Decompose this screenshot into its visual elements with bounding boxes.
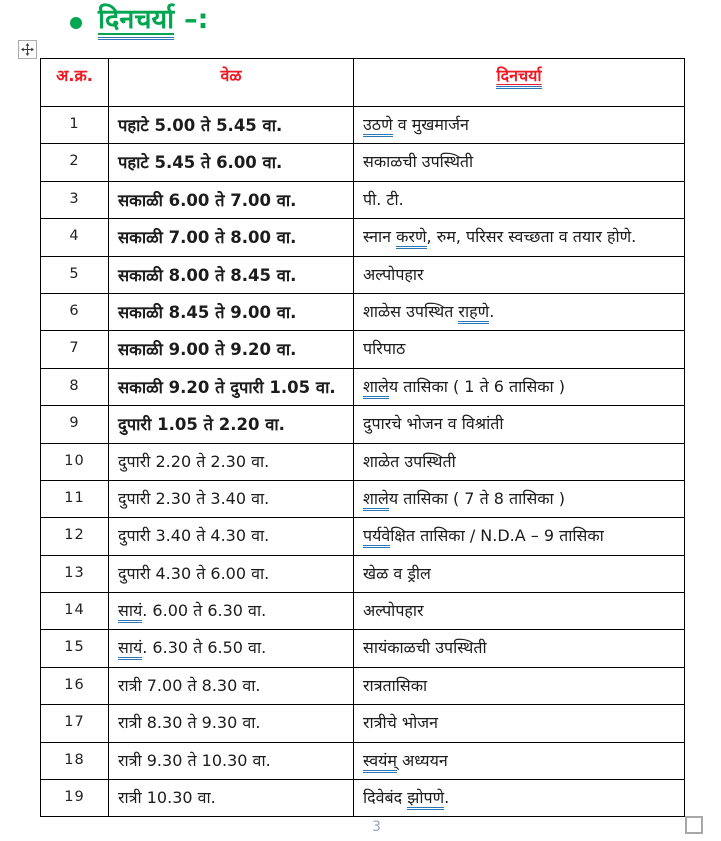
cell-text: पी. टी. [363,189,404,209]
time-cell [109,219,354,256]
spellcheck-underlined-text: उठणे [363,115,393,137]
spellcheck-underlined-text: राहणे [458,302,489,324]
serial-number-cell: 10 [41,443,109,480]
page-title [98,4,208,36]
header-serial-number-label: अ.क्र. [56,66,93,85]
schedule-row [41,780,685,817]
spellcheck-underlined-text: शाले [363,489,389,511]
activity-cell [354,742,685,779]
schedule-row [41,219,685,256]
cell-text: सायंकाळची उपस्थिती [363,638,487,658]
spellcheck-underlined-text: पर्यवे [363,526,390,548]
page-title-suffix: –: [184,4,209,35]
cell-text: दुपारी 4.30 ते 6.00 वा. [118,563,270,583]
time-cell [109,518,354,555]
schedule-row [41,181,685,218]
time-cell [109,742,354,779]
time-cell [109,331,354,368]
cell-text: य तासिका ( 7 ते 8 तासिका ) [388,488,566,508]
cell-text: , रुम, परिसर स्वच्छता व तयार होणे. [426,227,637,247]
serial-number-cell: 9 [41,406,109,443]
cell-text: . [489,301,495,321]
spellcheck-underlined-text: करणे [396,227,426,249]
cell-text: सकाळी 8.00 ते 8.45 वा. [118,265,297,285]
cell-text: रात्रतासिका [363,675,428,695]
schedule-row [41,742,685,779]
schedule-row [41,256,685,293]
cell-text: परिपाठ [363,339,406,359]
document-title [70,4,208,36]
header-routine-label: दिनचर्या [496,66,541,89]
time-cell [109,368,354,405]
serial-number-cell: 19 [41,780,109,817]
cell-text: दुपारी 1.05 ते 2.20 वा. [118,415,285,435]
daily-schedule-table [40,58,685,817]
serial-number-cell: 15 [41,630,109,667]
cell-text: दुपारी 2.20 ते 2.30 वा. [118,451,270,471]
header-serial-number [41,59,109,107]
time-cell [109,256,354,293]
bullet-icon [70,17,82,29]
cell-text: शाळेस उपस्थित [363,301,459,321]
header-row [41,59,685,107]
serial-number-cell: 14 [41,593,109,630]
cell-text: अल्पोपहार [363,601,424,621]
schedule-row [41,144,685,181]
schedule-row [41,293,685,330]
schedule-row [41,593,685,630]
header-routine [354,59,685,107]
serial-number-cell: 12 [41,518,109,555]
activity-cell [354,518,685,555]
cell-text: दिवेबंद [363,788,408,808]
activity-cell [354,293,685,330]
activity-cell [354,368,685,405]
cell-text: अल्पोपहार [363,264,424,284]
serial-number-cell: 1 [41,107,109,144]
schedule-row [41,518,685,555]
serial-number-cell: 17 [41,705,109,742]
page-title-word: दिनचर्या [98,4,174,40]
time-cell [109,107,354,144]
table-resize-handle[interactable] [685,816,703,834]
time-cell [109,181,354,218]
schedule-row [41,480,685,517]
serial-number-cell: 4 [41,219,109,256]
cell-text: स्नान [363,227,397,247]
activity-cell [354,219,685,256]
cell-text: रात्री 10.30 वा. [118,788,216,808]
cell-text: रात्रीचे भोजन [363,713,439,733]
time-cell [109,406,354,443]
cell-text: दुपारचे भोजन व विश्रांती [363,414,504,434]
time-cell [109,630,354,667]
move-cross-arrows-icon [21,43,34,56]
activity-cell [354,630,685,667]
schedule-row [41,705,685,742]
schedule-row [41,443,685,480]
activity-cell [354,593,685,630]
table-move-handle[interactable] [18,40,37,59]
schedule-table-body [41,107,685,817]
cell-text: . 6.00 ते 6.30 वा. [142,601,267,621]
serial-number-cell: 16 [41,667,109,704]
cell-text: व मुखमार्जन [392,115,469,134]
time-cell [109,780,354,817]
schedule-row [41,630,685,667]
cell-text: अध्ययन [396,750,448,770]
cell-text: दुपारी 2.30 ते 3.40 वा. [118,488,270,508]
activity-cell [354,667,685,704]
spellcheck-underlined-text: सायं [118,601,142,623]
time-cell [109,443,354,480]
activity-cell [354,705,685,742]
header-time-label: वेळ [220,66,242,85]
cell-text: पहाटे 5.45 ते 6.00 वा. [118,153,283,173]
schedule-row [41,406,685,443]
spellcheck-underlined-text: शाले [363,377,389,399]
activity-cell [354,780,685,817]
cell-text: सकाळी 7.00 ते 8.00 वा. [118,228,297,248]
cell-text: सकाळी 9.00 ते 9.20 वा. [118,340,297,360]
schedule-row [41,107,685,144]
time-cell [109,555,354,592]
cell-text: रात्री 8.30 ते 9.30 वा. [118,713,261,733]
activity-cell [354,144,685,181]
cell-text: . 6.30 ते 6.50 वा. [142,638,267,658]
serial-number-cell: 11 [41,480,109,517]
activity-cell [354,555,685,592]
activity-cell [354,480,685,517]
cell-text: रात्री 7.00 ते 8.30 वा. [118,675,261,695]
cell-text: सकाळी 9.20 ते दुपारी 1.05 वा. [118,377,336,397]
serial-number-cell: 7 [41,331,109,368]
cell-text: य तासिका ( 1 ते 6 तासिका ) [388,376,566,396]
time-cell [109,480,354,517]
time-cell [109,144,354,181]
spellcheck-underlined-text: स्वयंम् [363,751,397,773]
activity-cell [354,107,685,144]
cell-text: पहाटे 5.00 ते 5.45 वा. [118,116,283,135]
cell-text: सकाळची उपस्थिती [363,152,474,172]
serial-number-cell: 8 [41,368,109,405]
cell-text: रात्री 9.30 ते 10.30 वा. [118,750,271,770]
header-time [109,59,354,107]
schedule-row [41,331,685,368]
serial-number-cell: 3 [41,181,109,218]
time-cell [109,593,354,630]
spellcheck-underlined-text: सायं [118,638,142,660]
cell-text: सकाळी 6.00 ते 7.00 वा. [118,190,297,210]
schedule-row [41,368,685,405]
serial-number-cell: 6 [41,293,109,330]
cell-text: क्षित तासिका / N.D.A – 9 तासिका [390,526,604,546]
cell-text: खेळ व ड्रील [363,563,431,583]
schedule-row [41,667,685,704]
cell-text: . [444,788,450,808]
activity-cell [354,181,685,218]
schedule-row [41,555,685,592]
cell-text: दुपारी 3.40 ते 4.30 वा. [118,526,270,546]
spellcheck-underlined-text: झोपणे [407,788,444,810]
activity-cell [354,256,685,293]
serial-number-cell: 2 [41,144,109,181]
time-cell [109,293,354,330]
activity-cell [354,443,685,480]
serial-number-cell: 18 [41,742,109,779]
schedule-table-header [41,59,685,107]
page-number: 3 [372,819,381,835]
cell-text: शाळेत उपस्थिती [363,451,456,471]
serial-number-cell: 13 [41,555,109,592]
serial-number-cell: 5 [41,256,109,293]
activity-cell [354,406,685,443]
activity-cell [354,331,685,368]
time-cell [109,705,354,742]
cell-text: सकाळी 8.45 ते 9.00 वा. [118,302,297,322]
time-cell [109,667,354,704]
